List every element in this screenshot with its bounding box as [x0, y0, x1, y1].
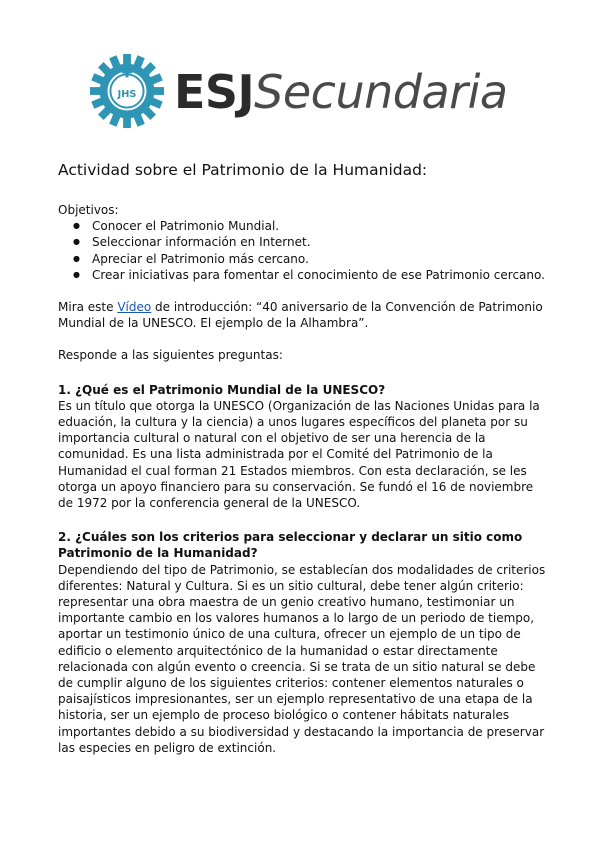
objectives-list [58, 218, 548, 283]
intro-text-after: de introducción: “40 aniversario de la Convención de Patrimonio Mundial de la UNESCO. El ejemplo de la Alhambra”. [58, 300, 543, 331]
emblem-monogram: JHS [117, 88, 137, 100]
document-body [58, 160, 548, 756]
video-link[interactable]: Vídeo [117, 300, 152, 315]
answer-paragraph-2: Dependiendo del tipo de Patrimonio, se establecían dos modalidades de criterios diferentes: Natural y Cultura. Si es un sitio cultural, debe tener algún criterio: representar una obra maestra de un genio creativo humano, testimoniar un importante cambio en los valores humanos a lo largo de un periodo de tiempo, aportar un testimonio único de una cultura, ofrecer un ejemplo de un tipo de edificio o elemento arquitectónico de la humanidad o estar directamente relacionada con algún evento o creencia. Si se trata de un sitio natural se debe de cumplir alguno de los siguientes criterios: contener elementos naturales o paisajísticos impresionantes, ser un ejemplo representativo de una etapa de la historia, ser un ejemplo de proceso biológico o contener hábitats naturales importantes debido a su biodiversidad y destacando la importancia de preservar las especies en peligro de extinción. [58, 562, 546, 755]
brand-light: Secundaria [254, 65, 508, 119]
esj-secundaria-logo [88, 52, 508, 132]
list-item: ● Conocer el Patrimonio Mundial. [92, 218, 548, 234]
objectives-label: Objetivos: [58, 203, 119, 217]
school-emblem-icon [88, 52, 166, 130]
page-title: Actividad sobre el Patrimonio de la Humanidad: [58, 161, 428, 179]
answer-paragraph-1: Es un título que otorga la UNESCO (Organización de las Naciones Unidas para la eduación, la cultura y la ciencia) a unos lugares específicos del planeta por su importancia cultural o natural con el objetivo de ser una herencia de la comunidad. Es una lista administrada por el Comité del Patrimonio de la Humanidad el cual forman 21 Estados miembros. Con esta declaración, se les otorga un apoyo financiero para su conservación. Se fundó el 16 de noviembre de 1972 por la conferencia general de la UNESCO. [58, 398, 540, 511]
intro-text-before: Mira este [58, 300, 118, 315]
list-item: ● Apreciar el Patrimonio más cercano. [92, 251, 548, 267]
question-heading-1: 1. ¿Qué es el Patrimonio Mundial de la UNESCO? [58, 382, 386, 397]
list-item: ● Crear iniciativas para fomentar el conocimiento de ese Patrimonio cercano. [92, 267, 548, 283]
questions-prompt: Responde a las siguientes preguntas: [58, 348, 283, 363]
brand-bold: ESJ [174, 65, 255, 119]
question-heading-2: 2. ¿Cuáles son los criterios para seleccionar y declarar un sitio como Patrimonio de la Humanidad? [58, 530, 523, 561]
list-item: ● Seleccionar información en Internet. [92, 234, 548, 250]
brand-wordmark [174, 62, 508, 122]
intro-paragraph [58, 299, 548, 331]
